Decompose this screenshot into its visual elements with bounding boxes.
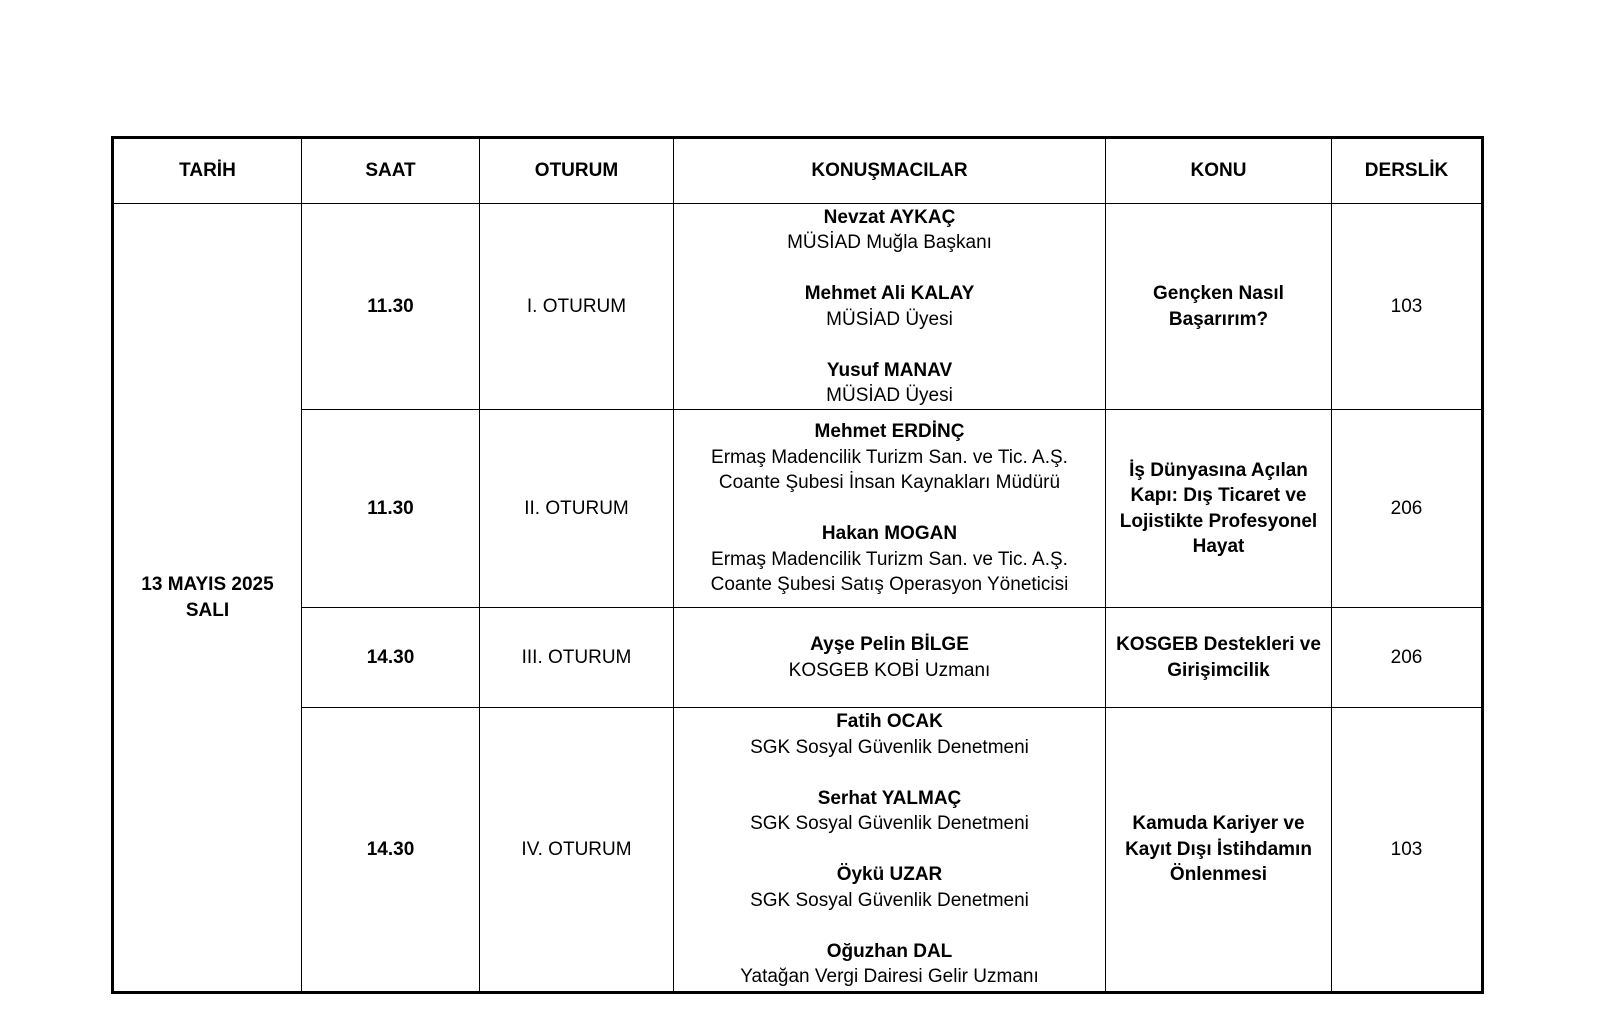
header-date: TARİH: [113, 138, 302, 204]
topic-line: Girişimcilik: [1167, 659, 1270, 681]
table-row: [113, 410, 1483, 608]
speakers-cell: [674, 204, 1106, 410]
speaker-role: SGK Sosyal Güvenlik Denetmeni: [750, 889, 1029, 911]
speakers-cell: [674, 608, 1106, 708]
weekday-text: SALI: [185, 599, 230, 621]
room-cell: 206: [1332, 608, 1483, 708]
topic-line: Hayat: [1192, 536, 1245, 557]
speaker: [680, 205, 1099, 256]
speaker-role: Ermaş Madencilik Turizm San. ve Tic. A.Ş.: [711, 446, 1068, 468]
speaker-role: MÜSİAD Üyesi: [826, 385, 953, 406]
speaker: [680, 521, 1099, 598]
date-cell: [113, 204, 302, 993]
topic-line: KOSGEB Destekleri ve: [1116, 634, 1321, 655]
speaker: [680, 281, 1099, 332]
topic-cell: [1106, 708, 1332, 993]
time-cell: 14.30: [302, 608, 480, 708]
speakers-cell: [674, 708, 1106, 993]
topic-line: Önlenmesi: [1169, 864, 1268, 886]
table-row: [113, 708, 1483, 993]
schedule-table: [111, 136, 1484, 994]
speaker-role: MÜSİAD Üyesi: [826, 308, 953, 330]
speaker-name: Fatih OCAK: [836, 711, 943, 733]
speaker-role: MÜSİAD Muğla Başkanı: [787, 232, 992, 253]
speaker: [680, 419, 1099, 496]
header-session: OTURUM: [480, 138, 674, 204]
speaker: [680, 709, 1099, 760]
speaker-role: Coante Şubesi İnsan Kaynakları Müdürü: [718, 472, 1061, 494]
session-cell: I. OTURUM: [480, 204, 674, 410]
header-row: [113, 138, 1483, 204]
speaker-name: Serhat YALMAÇ: [817, 787, 962, 809]
speaker-name: Mehmet Ali KALAY: [804, 283, 975, 304]
speakers-cell: [674, 410, 1106, 608]
speaker-name: Oğuzhan DAL: [826, 940, 953, 962]
speaker: [680, 939, 1099, 990]
header-topic: KONU: [1106, 138, 1332, 204]
speaker-role: Ermaş Madencilik Turizm San. ve Tic. A.Ş.: [711, 548, 1068, 570]
session-cell: IV. OTURUM: [480, 708, 674, 993]
date-text: 13 MAYIS 2025: [141, 574, 274, 595]
topic-cell: [1106, 608, 1332, 708]
speaker: [680, 862, 1099, 913]
time-cell: 14.30: [302, 708, 480, 993]
speaker-role: Coante Şubesi Satış Operasyon Yöneticisi: [710, 574, 1069, 596]
session-cell: III. OTURUM: [480, 608, 674, 708]
header-room: DERSLİK: [1332, 138, 1483, 204]
speaker-name: Mehmet ERDİNÇ: [814, 421, 965, 443]
table-row: [113, 204, 1483, 410]
topic-line: Başarırım?: [1168, 308, 1269, 330]
topic-line: Kapı: Dış Ticaret ve: [1130, 485, 1307, 506]
topic-line: Lojistikte Profesyonel: [1119, 510, 1318, 532]
speaker-role: KOSGEB KOBİ Uzmanı: [788, 659, 991, 681]
speaker-role: SGK Sosyal Güvenlik Denetmeni: [750, 813, 1029, 835]
room-cell: 206: [1332, 410, 1483, 608]
speaker: [680, 358, 1099, 409]
topic-line: Gençken Nasıl: [1153, 283, 1284, 304]
time-cell: 11.30: [302, 204, 480, 410]
room-cell: 103: [1332, 708, 1483, 993]
header-speakers: KONUŞMACILAR: [674, 138, 1106, 204]
topic-cell: [1106, 410, 1332, 608]
room-cell: 103: [1332, 204, 1483, 410]
session-cell: II. OTURUM: [480, 410, 674, 608]
time-cell: 11.30: [302, 410, 480, 608]
topic-cell: [1106, 204, 1332, 410]
speaker-name: Öykü UZAR: [836, 864, 943, 886]
speaker-name: Ayşe Pelin BİLGE: [810, 634, 969, 655]
speaker-name: Yusuf MANAV: [826, 359, 953, 381]
header-time: SAAT: [302, 138, 480, 204]
table-row: [113, 608, 1483, 708]
topic-line: İş Dünyasına Açılan: [1129, 459, 1308, 481]
speaker-role: Yatağan Vergi Dairesi Gelir Uzmanı: [740, 966, 1039, 988]
topic-line: Kayıt Dışı İstihdamın: [1125, 838, 1312, 860]
speaker-name: Nevzat AYKAÇ: [823, 206, 956, 228]
speaker-role: SGK Sosyal Güvenlik Denetmeni: [750, 736, 1029, 758]
speaker: [680, 786, 1099, 837]
speaker-name: Hakan MOGAN: [821, 523, 958, 545]
topic-line: Kamuda Kariyer ve: [1132, 813, 1305, 835]
speaker: [680, 632, 1099, 683]
